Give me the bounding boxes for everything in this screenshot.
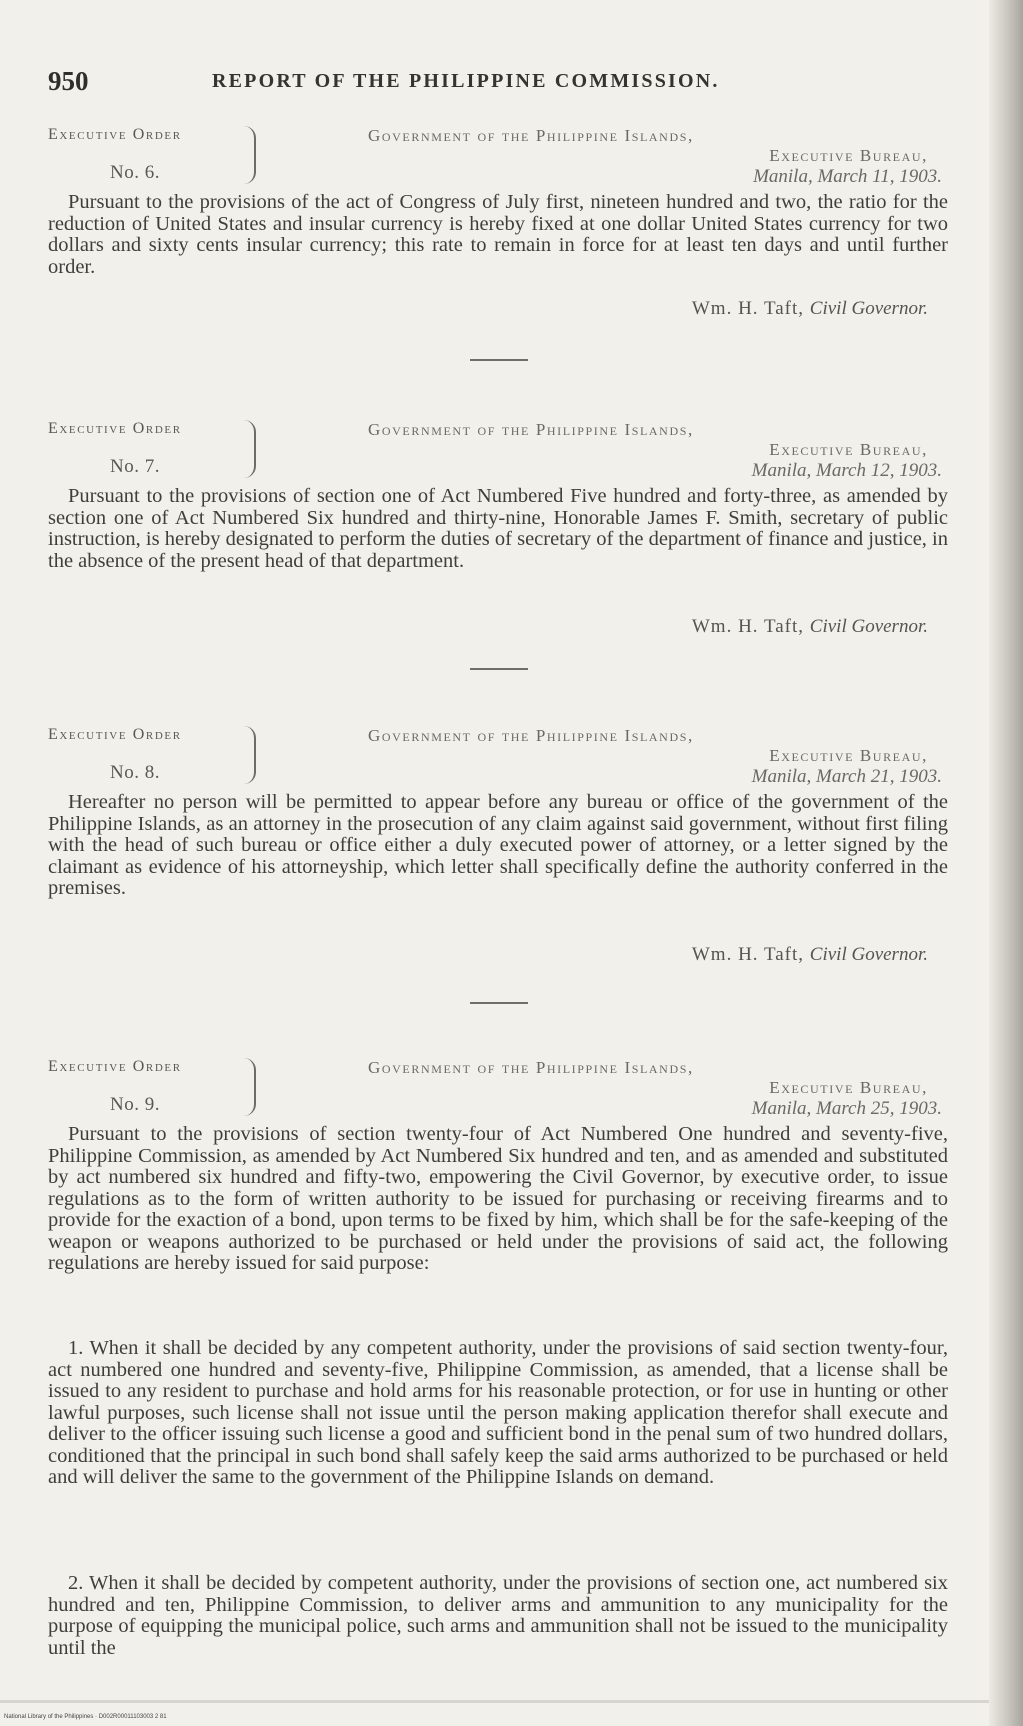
order-label (48, 1058, 258, 1118)
section-divider (470, 359, 528, 361)
executive-order-8 (48, 726, 948, 966)
signature-name: Wm. H. Taft, (691, 616, 805, 637)
order-label (48, 726, 258, 786)
order-body: Pursuant to the provisions of section one of Act Numbered Five hundred and forty-three, as amended by section one of Act Numbered Six hundred and thirty-nine, Honorable James F. Smith, secretary of public instruction, is hereby designated to perform the duties of secretary of the department of finance and justice, in the absence of the present head of that department. (48, 485, 948, 572)
signature (692, 298, 928, 320)
dateline (368, 126, 968, 192)
government-heading: Government of the Philippine Islands, (368, 126, 694, 145)
section-divider (470, 668, 528, 670)
order-label (48, 420, 258, 480)
brace-mark (244, 126, 256, 184)
place-date: Manila, March 11, 1903. (753, 166, 942, 187)
order-label-text: Executive Order (48, 420, 182, 437)
regulation-paragraph-2: 2. When it shall be decided by competent authority, under the provisions of section one, act numbered six hundred and ten, Philippine Commission, to deliver arms and ammunition to any municipality for the purpose of equipping the municipal police, such arms and ammunition shall not be issued to the municipality until the (48, 1572, 948, 1659)
bureau-heading: Executive Bureau, (769, 440, 928, 459)
order-number: No. 9. (110, 1094, 160, 1115)
government-heading: Government of the Philippine Islands, (368, 420, 694, 439)
dateline (368, 726, 968, 792)
order-number: No. 7. (110, 456, 160, 477)
order-label-text: Executive Order (48, 726, 182, 743)
order-label-text: Executive Order (48, 126, 182, 143)
dateline (368, 420, 968, 486)
executive-order-7 (48, 420, 948, 640)
order-body: Hereafter no person will be permitted to appear before any bureau or office of the government of the Philippine Islands, as an attorney in the prosecution of any claim against said government, without first filing with the head of such bureau or office either a duly executed power of attorney, or a letter signed by the claimant as evidence of his attorneyship, which letter shall specifically define the authority conferred in the premises. (48, 791, 948, 899)
order-label (48, 126, 258, 186)
order-body: Pursuant to the provisions of section twenty-four of Act Numbered One hundred and seventy-five, Philippine Commission, as amended by Act Numbered Six hundred and ten, and as amended and substituted by act numbered six hundred and fifty-two, empowering the Civil Governor, by executive order, to issue regulations as to the form of written authority to be issued for purchasing or receiving firearms and to provide for the exaction of a bond, upon terms to be fixed by him, which shall be for the safe-keeping of the weapon or weapons authorized to be purchased or held under the provisions of said act, the following regulations are hereby issued for said purpose: (48, 1123, 948, 1274)
signature (692, 944, 928, 966)
order-number: No. 8. (110, 762, 160, 783)
government-heading: Government of the Philippine Islands, (368, 726, 694, 745)
signature-name: Wm. H. Taft, (691, 298, 805, 319)
place-date: Manila, March 12, 1903. (751, 460, 942, 481)
brace-mark (244, 1058, 256, 1116)
order-body: Pursuant to the provisions of the act of Congress of July first, nineteen hundred and two, the ratio for the reduction of United States and insular currency is hereby fixed at one dollar United States currency for two dollars and sixty cents insular currency; this rate to remain in force for at least ten days and until further order. (48, 191, 948, 278)
bureau-heading: Executive Bureau, (769, 1078, 928, 1097)
signature-title: Civil Governor. (809, 298, 928, 319)
order-number: No. 6. (110, 162, 160, 183)
running-head: REPORT OF THE PHILIPPINE COMMISSION. (212, 70, 720, 92)
executive-order-9 (48, 1058, 948, 1658)
executive-order-6 (48, 126, 948, 326)
bureau-heading: Executive Bureau, (769, 146, 928, 165)
signature-title: Civil Governor. (809, 944, 928, 965)
scan-source-note: National Library of the Philippines · D002R00011103003 2 81 (4, 1714, 167, 1720)
scan-footer-bar (0, 1700, 1023, 1703)
bureau-heading: Executive Bureau, (769, 746, 928, 765)
regulation-paragraph-1: 1. When it shall be decided by any competent authority, under the provisions of said section twenty-four, act numbered one hundred and seventy-five, Philippine Commission, as amended, that a license shall be issued to any resident to purchase and hold arms for his reasonable protection, or for use in hunting or other lawful purposes, such license shall not issue until the person making application therefor shall execute and deliver to the officer issuing such license a good and sufficient bond in the penal sum of two hundred dollars, conditioned that the principal in such bond shall safely keep the said arms authorized to be purchased or held and will deliver the same to the government of the Philippine Islands on demand. (48, 1337, 948, 1488)
place-date: Manila, March 25, 1903. (751, 1098, 942, 1119)
section-divider (470, 1002, 528, 1004)
order-label-text: Executive Order (48, 1058, 182, 1075)
page-gutter-shadow (989, 0, 1023, 1726)
signature-title: Civil Governor. (809, 616, 928, 637)
dateline (368, 1058, 968, 1124)
brace-mark (244, 420, 256, 478)
government-heading: Government of the Philippine Islands, (368, 1058, 694, 1077)
signature (692, 616, 928, 638)
page-number: 950 (48, 66, 89, 96)
page-header (48, 66, 948, 102)
place-date: Manila, March 21, 1903. (751, 766, 942, 787)
signature-name: Wm. H. Taft, (691, 944, 805, 965)
brace-mark (244, 726, 256, 784)
